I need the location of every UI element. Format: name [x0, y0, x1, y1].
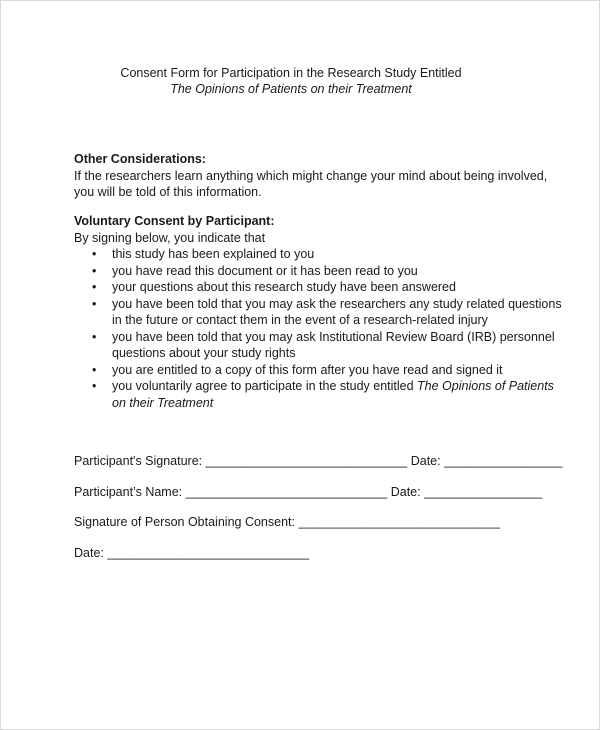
list-item-text: you have been told that you may ask the researchers any study related questions [112, 296, 562, 311]
list-item-text: you are entitled to a copy of this form after you have read and signed it [112, 362, 503, 377]
study-title-reference-continued: on their Treatment [112, 395, 214, 410]
other-considerations-line-1: If the researchers learn anything which might change your mind about being involved, [74, 168, 548, 183]
list-item-text: your questions about this research study have been answered [112, 280, 456, 294]
other-considerations-section [74, 151, 574, 201]
final-date-label: Date: [74, 546, 104, 560]
participant-name-label: Participant’s Name: [74, 485, 183, 499]
other-considerations-line-2: you will be told of this information. [74, 185, 262, 199]
document-header [1, 65, 581, 97]
voluntary-consent-intro: By signing below, you indicate that [74, 230, 266, 245]
participant-signature-field[interactable]: _____________________________ [205, 454, 408, 468]
consent-bullet-list [74, 246, 574, 411]
list-item [74, 246, 574, 263]
bullet-icon: • [92, 263, 97, 278]
participant-signature-label: Participant's Signature: [74, 454, 203, 468]
list-item [74, 329, 574, 362]
participant-signature-row [74, 453, 562, 469]
date-label: Date: [390, 485, 421, 499]
voluntary-consent-heading: Voluntary Consent by Participant: [74, 214, 275, 228]
participant-name-field[interactable]: _____________________________ [185, 485, 388, 499]
final-date-field[interactable]: _____________________________ [107, 546, 309, 560]
document-title: Consent Form for Participation in the Research Study Entitled [120, 66, 462, 80]
list-item-text-plain: you voluntarily agree to participate in the study entitled [112, 379, 418, 393]
consent-obtainer-label: Signature of Person Obtaining Consent: [74, 515, 295, 529]
list-item-text: this study has been explained to you [112, 247, 315, 261]
document-subtitle: The Opinions of Patients on their Treatment [170, 82, 412, 96]
consent-obtainer-row [74, 514, 500, 530]
participant-name-date-field[interactable]: _________________ [424, 485, 543, 499]
bullet-icon: • [92, 247, 97, 261]
participant-signature-date-field[interactable]: _________________ [444, 454, 563, 468]
list-item-text: questions about your study rights [112, 346, 296, 360]
list-item-text: you have read this document or it has been read to you [112, 263, 418, 278]
bullet-icon: • [92, 280, 97, 294]
study-title-reference: The Opinions of Patients [417, 379, 554, 393]
other-considerations-heading: Other Considerations: [74, 152, 206, 166]
bullet-icon: • [92, 379, 97, 393]
list-item-text: you have been told that you may ask Institutional Review Board (IRB) personnel [112, 329, 555, 344]
date-label: Date: [410, 454, 441, 468]
consent-obtainer-signature-field[interactable]: _____________________________ [298, 515, 501, 529]
list-item-text: in the future or contact them in the event of a research-related injury [112, 313, 488, 327]
list-item [74, 296, 574, 329]
final-date-row [74, 545, 309, 561]
voluntary-consent-section [74, 213, 574, 411]
list-item [74, 263, 574, 280]
bullet-icon: • [92, 329, 97, 344]
list-item [74, 362, 574, 379]
bullet-icon: • [92, 362, 97, 377]
list-item-text [112, 378, 574, 395]
participant-name-row [74, 484, 542, 500]
list-item [74, 279, 574, 296]
bullet-icon: • [92, 296, 97, 311]
list-item [74, 378, 574, 411]
